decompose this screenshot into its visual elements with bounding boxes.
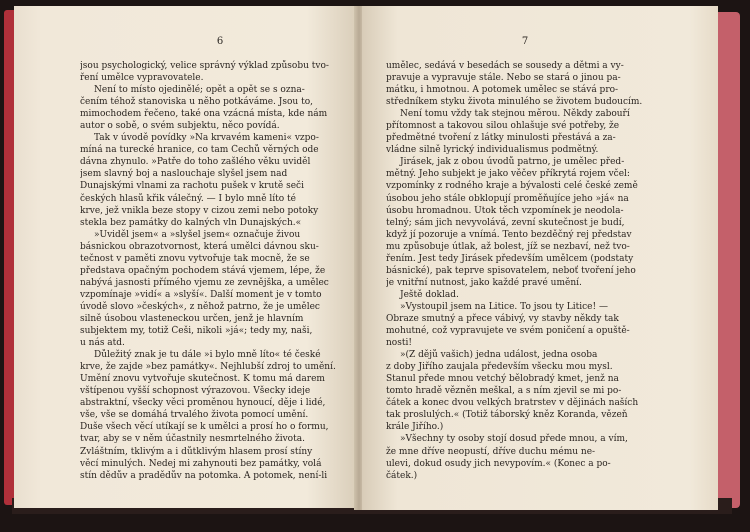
text-line: že mne dříve neopustí, dříve duchu mému ne-: [386, 446, 596, 457]
text-line: Dunajskými vlnami za rachotu pušek v krutě seči: [80, 181, 304, 192]
text-line: vzpomínaje »vidí« a »slyší«. Další moment je v tomto: [80, 289, 322, 300]
text-line: básnické), pak teprve spisovatelem, neboť tvoření jeho: [386, 265, 636, 276]
text-line: Tak v úvodě povídky »Na krvavém kameni« vzpo-: [94, 133, 319, 144]
text-line: Zvláštním, tklivým a i důtklivým hlasem prosí stíny: [80, 446, 313, 457]
text-line: krve, že zajde »bez památky«. Nejhlubší zdroj to umění.: [80, 362, 336, 373]
text-line: »Vystoupil jsem na Litice. To jsou ty Litice! —: [400, 301, 608, 312]
text-line: představa opačným pochodem stává vjemem, lépe, že: [80, 265, 326, 276]
text-line: Jirásek, jak z obou úvodů patrno, je umělec před-: [400, 157, 625, 168]
text-line: Ještě doklad.: [400, 289, 459, 300]
text-line: Není to místo ojedinělé; opět a opět se s ozna-: [94, 85, 305, 96]
text-line: vzpomínky z rodného kraje a bývalosti celé české země: [386, 181, 638, 192]
text-line: umělec, sedává v besedách se sousedy a dětmi a vy-: [386, 61, 624, 71]
text-line: tvar, aby se v něm účastnily nesmrtelného života.: [80, 434, 305, 445]
text-line: »Všechny ty osoby stojí dosud přede mnou, a vím,: [400, 434, 628, 445]
text-line: Duše všech věcí utíkají se k umělci a prosí ho o formu,: [80, 422, 329, 433]
text-line: českých hlasů křik válečný. — I bylo mně líto té: [80, 193, 296, 204]
text-line: je vnitřní nutnost, jako každé pravé umění.: [386, 277, 582, 288]
right-page-text: [386, 60, 672, 482]
text-line: nosti!: [386, 338, 412, 349]
text-line: když jí pozoruje a vnímá. Tento bezděčný rej představ: [386, 229, 632, 240]
page-number: 7: [521, 36, 529, 47]
text-line: čátek.): [386, 470, 418, 481]
text-line: vše, vše se domáhá trvalého života pomocí umění.: [80, 410, 309, 421]
text-line: krve, jež vnikla beze stopy v cizou zemi nebo potoky: [80, 205, 319, 216]
right-page: [362, 6, 718, 510]
left-page: [14, 6, 358, 508]
text-line: z doby Jiřího zaujala především všecku mou mysl.: [386, 362, 613, 373]
text-line: abstraktní, všecky věci proměnou hynoucí, děje i lidé,: [80, 398, 326, 409]
text-line: básnickou obrazotvornost, která umělci dávnou sku-: [80, 241, 319, 252]
text-line: mátku, i hmotnou. A potomek umělec se stává pro-: [386, 85, 619, 96]
text-line: mimochodem řečeno, také ona vzácná místa, kde nám: [80, 109, 328, 120]
text-line: úsobou jeho stále obklopují proměňujíce jeho »já« na: [386, 193, 629, 204]
left-page-text: [80, 60, 342, 482]
text-line: mohutné, což vypravujete ve svém poničení a opuště-: [386, 326, 630, 337]
text-line: vládne silně lyrický individualismus podmětný.: [386, 145, 599, 156]
text-line: úvodě slovo »českých«, z něhož patrno, že je umělec: [80, 301, 320, 312]
text-line: věcí minulých. Nedej mi zahynouti bez památky, volá: [80, 458, 322, 469]
text-line: čátek a konec dvou velkých bratrstev v dějinách naších: [386, 398, 639, 409]
text-line: Důležitý znak je tu dále »i bylo mně líto« té české: [94, 350, 321, 361]
text-line: tak proslulých.« (Totiž táborský kněz Koranda, vězeň: [386, 410, 628, 421]
text-line: »(Z dějů vašich) jedna událost, jedna osoba: [400, 350, 598, 361]
text-line: jsou psychologický, velice správný výklad způsobu tvo-: [80, 61, 329, 71]
text-line: Není tomu vždy tak stejnou měrou. Někdy zabouří: [400, 109, 630, 120]
text-line: úsobu hromadnou. Útok těch vzpomínek je neodola-: [386, 205, 624, 216]
text-line: středníkem styku života minulého se životem budoucím.: [386, 97, 643, 108]
text-line: silně úsobou vlasteneckou určen, jenž je hlavním: [80, 313, 304, 324]
text-line: předmětné tvoření z látky minulosti přestává a za-: [386, 133, 616, 144]
text-line: přítomnost a takovou silou ohlašuje své potřeby, že: [386, 121, 620, 132]
text-line: tečnost v paměti znovu vytvořuje tak mocně, že se: [80, 253, 310, 264]
text-line: autor o sobě, o svém subjektu, něco povídá.: [80, 121, 280, 132]
text-line: míná na turecké hranice, co tam Čechů věrných ode: [80, 145, 319, 156]
text-line: jsem slavný boj a naslouchaje slyšel jsem nad: [80, 169, 288, 180]
text-line: pravuje a vypravuje stále. Nebo se stará o jinou pa-: [386, 73, 621, 84]
page-number: 6: [216, 36, 224, 47]
text-line: u nás atd.: [80, 338, 125, 349]
text-line: »Uviděl jsem« a »slyšel jsem« označuje živou: [94, 229, 301, 240]
text-line: tomto hradě vězněn meškal, a s ním zjevil se mi po-: [386, 386, 622, 397]
text-line: ření umělce vypravovatele.: [80, 73, 204, 84]
text-line: řením. Jest tedy Jirásek především umělcem (podstaty: [386, 253, 634, 264]
text-line: telný; sám jich nevyvolává, zevní skutečnost je budí,: [386, 217, 625, 228]
text-line: stekla bez památky do kalných vln Dunajských.«: [80, 217, 302, 228]
text-line: Stanul přede mnou vetchý bělobradý kmet, jenž na: [386, 374, 619, 385]
text-line: nabývá jasnosti přímého vjemu ze zevnějška, a umělec: [80, 277, 329, 288]
text-line: Umění znovu vytvořuje skutečnost. K tomu má darem: [80, 374, 325, 385]
text-line: čením téhož stanoviska u něho potkáváme. Jsou to,: [80, 97, 313, 108]
text-line: ulevi, dokud osudy jich nevypovím.« (Konec a po-: [386, 458, 611, 469]
text-line: stín dědův a pradědův na potomka. A potomek, není-li: [80, 470, 328, 481]
text-line: dávna zhynulo. »Patře do toho zašlého věku uviděl: [80, 157, 311, 168]
text-line: krále Jiřího.): [386, 422, 444, 433]
text-line: mu způsobuje útlak, až bolest, jíž se nezbaví, než tvo-: [386, 241, 630, 252]
text-line: Obraze smutný a přece vábivý, vy stavby někdy tak: [386, 313, 619, 324]
text-line: mětný. Jeho subjekt je jako věčev příkrytá rojem včel:: [386, 169, 630, 180]
text-line: subjektem my, totiž Češi, nikoli »já«; tedy my, naši,: [80, 326, 313, 337]
text-line: vštípenou vyšší schopnost výrazovou. Všecky ideje: [80, 386, 311, 397]
